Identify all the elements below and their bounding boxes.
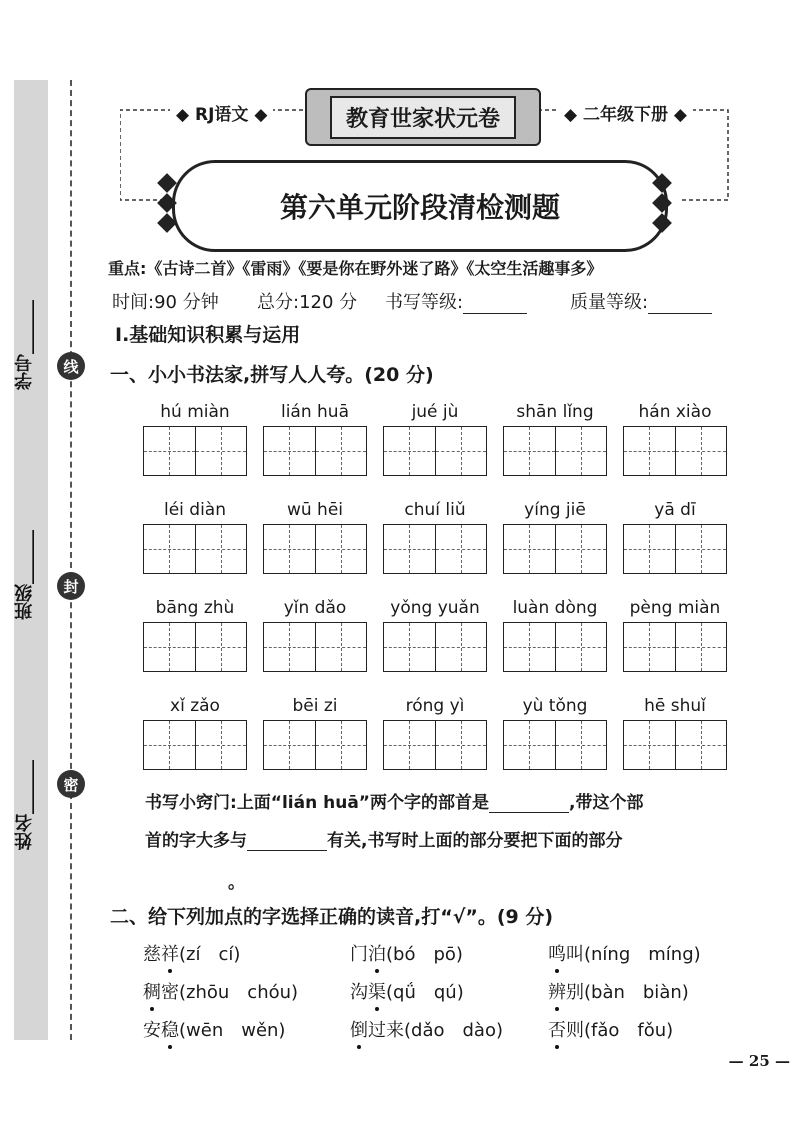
writing-grid[interactable] [503,622,607,672]
pinyin-prompt: chuí liǔ [404,500,466,520]
writing-cell[interactable] [315,623,367,671]
word-part: 慈 [143,944,161,965]
writing-grid[interactable] [263,720,367,770]
writing-grid[interactable] [623,720,727,770]
writing-cell[interactable] [144,721,195,769]
word-part: 沟 [350,982,368,1003]
word-part: 鸣 [548,940,566,966]
writing-cell[interactable] [384,623,435,671]
writing-cell[interactable] [264,525,315,573]
pinyin-prompt: wū hēi [286,500,344,520]
writing-cell[interactable] [504,525,555,573]
writing-cell[interactable] [144,525,195,573]
writing-cell[interactable] [384,721,435,769]
pinyin-prompt: hē shuǐ [644,696,706,716]
writing-cell[interactable] [435,623,487,671]
seal-line: 线 [57,352,85,380]
writing-cell[interactable] [555,721,607,769]
seal-secret: 密 [57,770,85,798]
reading-options[interactable]: (níng míng) [584,944,701,965]
seal-seal: 封 [57,572,85,600]
pinyin-prompt: jué jù [411,402,459,422]
writing-cell[interactable] [504,721,555,769]
writing-grid[interactable] [263,622,367,672]
writing-cell[interactable] [195,721,247,769]
left-diamonds [160,176,174,230]
writing-cell[interactable] [435,525,487,573]
word-part: 过来 [368,1020,404,1041]
pinyin-prompt: bēi zi [292,696,338,716]
pinyin-prompt: hán xiào [638,402,712,422]
writing-cell[interactable] [264,623,315,671]
writing-cell[interactable] [144,427,195,475]
pronunciation-item[interactable] [548,1016,673,1042]
pronunciation-item[interactable] [143,940,240,966]
writing-grid[interactable] [623,622,727,672]
reading-options[interactable]: (bó pō) [386,944,463,965]
writing-grid[interactable] [263,426,367,476]
tip-line-2: 首的字大多与 有关,书写时上面的部分要把下面的部分 [145,831,623,851]
word-part: 别 [566,982,584,1003]
writing-grid[interactable] [383,622,487,672]
class-label: 班级______ [14,530,35,620]
cut-line [70,80,72,1040]
writing-cell[interactable] [315,525,367,573]
writing-cell[interactable] [435,721,487,769]
reading-options[interactable]: (wēn wěn) [179,1020,286,1041]
writing-cell[interactable] [435,427,487,475]
word-part: 安 [143,1020,161,1041]
writing-cell[interactable] [144,623,195,671]
tip-line-1: 书写小窍门:上面“lián huā”两个字的部首是 ,带这个部 [145,793,644,813]
pinyin-prompt: shān lǐng [516,402,594,422]
pronunciation-item[interactable] [548,978,689,1004]
writing-cell[interactable] [555,525,607,573]
series-scroll [305,88,541,146]
writing-grid[interactable] [383,524,487,574]
writing-grid[interactable] [623,524,727,574]
word-part: 叫 [566,944,584,965]
writing-cell[interactable] [195,525,247,573]
pinyin-prompt: bāng zhù [155,598,235,618]
writing-cell[interactable] [264,721,315,769]
pinyin-prompt: lián huā [280,402,349,422]
question-one-title: 一、小小书法家,拼写人人夸。(20 分) [110,364,434,386]
word-part: 渠 [368,978,386,1004]
total-score: 总分:120 分 [257,292,358,313]
writing-cell[interactable] [384,525,435,573]
writing-cell[interactable] [624,525,675,573]
writing-cell[interactable] [675,525,727,573]
part-one-heading: Ⅰ.基础知识积累与运用 [115,324,301,346]
writing-cell[interactable] [624,623,675,671]
word-part: 则 [566,1020,584,1041]
writing-cell[interactable] [555,623,607,671]
writing-cell[interactable] [504,427,555,475]
quality-grade: 质量等级: [570,288,712,314]
writing-grid[interactable] [623,426,727,476]
pronunciation-item[interactable] [548,940,701,966]
pinyin-prompt: yā dī [654,500,696,520]
pinyin-prompt: yǐn dǎo [283,598,347,618]
writing-cell[interactable] [675,427,727,475]
pinyin-prompt: yǒng yuǎn [390,598,480,618]
word-part: 稳 [161,1016,179,1042]
writing-grid[interactable] [383,426,487,476]
right-diamonds [655,176,669,230]
page-number: — 25 — [728,1052,790,1070]
question-two-title: 二、给下列加点的字选择正确的读音,打“√”。(9 分) [110,906,554,928]
word-part: 门 [350,944,368,965]
reading-options[interactable]: (bàn biàn) [584,982,689,1003]
writing-grid[interactable] [143,524,247,574]
pinyin-prompt: yíng jiē [524,500,586,520]
writing-grid[interactable] [503,720,607,770]
pinyin-prompt: luàn dòng [512,598,598,618]
word-part: 泊 [368,940,386,966]
reading-options[interactable]: (qǘ qú) [386,982,464,1003]
pronunciation-item[interactable] [350,1016,503,1042]
writing-grid[interactable] [383,720,487,770]
radical-blank[interactable] [489,812,569,813]
reading-options[interactable]: (zhōu chóu) [179,982,299,1003]
pinyin-prompt: yù tǒng [522,696,588,716]
writing-cell[interactable] [264,427,315,475]
writing-grid[interactable] [143,622,247,672]
writing-grid[interactable] [143,426,247,476]
writing-cell[interactable] [675,721,727,769]
writing-grade: 书写等级: [385,288,527,314]
word-part: 辨 [548,978,566,1004]
reading-options[interactable]: (zí cí) [179,944,241,965]
pronunciation-item[interactable] [350,940,463,966]
focus-lessons: 重点:《古诗二首》《雷雨》《要是你在野外迷了路》《太空生活趣事多》 [108,259,603,278]
time-info: 时间:90 分钟 [112,292,219,313]
grade-tag: ◆ 二年级下册 ◆ [558,100,693,125]
pinyin-prompt: róng yì [405,696,465,716]
writing-grid[interactable] [503,524,607,574]
word-part: 密 [161,982,179,1003]
pinyin-prompt: pèng miàn [629,598,721,618]
word-part: 否 [548,1016,566,1042]
pronunciation-item[interactable] [350,978,464,1004]
writing-cell[interactable] [504,623,555,671]
writing-cell[interactable] [315,721,367,769]
writing-cell[interactable] [675,623,727,671]
writing-grid[interactable] [263,524,367,574]
pinyin-prompt: léi diàn [163,500,226,520]
writing-cell[interactable] [384,427,435,475]
pronunciation-item[interactable] [143,978,298,1004]
pronunciation-item[interactable] [143,1016,285,1042]
reading-options[interactable]: (fǎo fǒu) [584,1020,674,1041]
writing-cell[interactable] [195,427,247,475]
word-part: 稠 [143,978,161,1004]
pinyin-prompt: hú miàn [160,402,230,422]
name-label: 姓名______ [14,760,35,850]
series-title: 教育世家状元卷 [330,96,516,139]
writing-cell[interactable] [315,427,367,475]
tip-end: 。 [228,873,245,893]
writing-cell[interactable] [555,427,607,475]
word-part: 倒 [350,1016,368,1042]
meaning-blank[interactable] [247,850,327,851]
reading-options[interactable]: (dǎo dào) [404,1020,503,1041]
writing-grid[interactable] [143,720,247,770]
writing-cell[interactable] [624,427,675,475]
pinyin-prompt: xǐ zǎo [170,696,220,716]
subject-tag: ◆ RJ语文 ◆ [170,100,273,125]
writing-grid[interactable] [503,426,607,476]
exam-title: 第六单元阶段清检测题 [172,160,668,252]
student-id-label: 学号______ [14,300,35,390]
writing-cell[interactable] [624,721,675,769]
word-part: 祥 [161,940,179,966]
writing-cell[interactable] [195,623,247,671]
